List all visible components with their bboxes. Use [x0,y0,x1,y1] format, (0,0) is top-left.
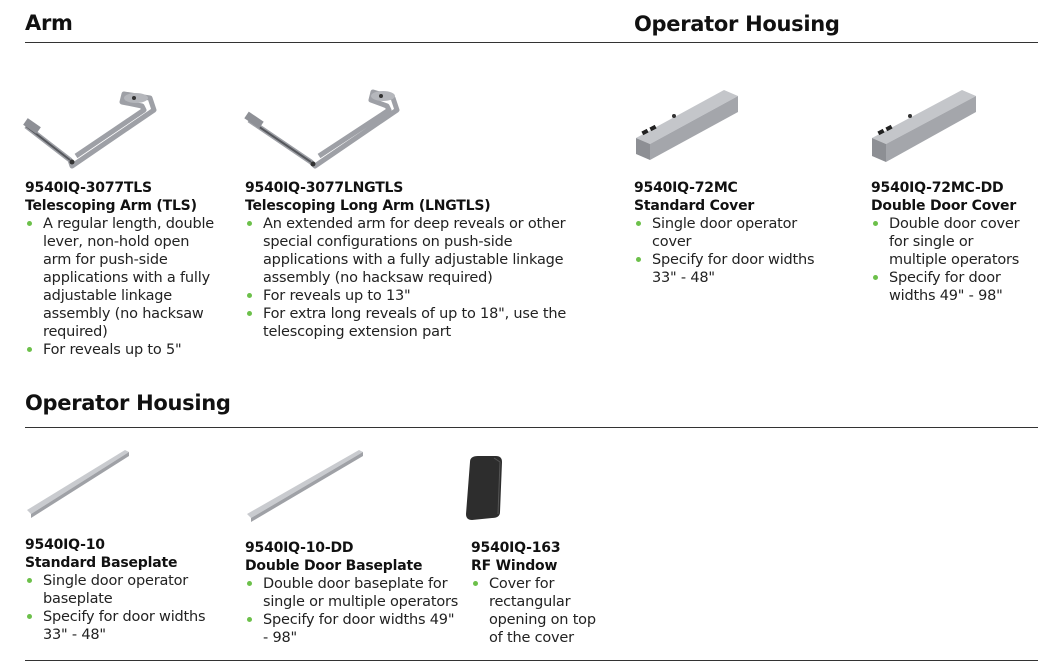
bullet-item: Specify for door widths 33" - 48" [25,608,220,644]
bullet-item: Specify for door widths 49" - 98" [871,269,1031,305]
bullet-item: Double door cover for single or multiple operators [871,215,1031,269]
section-divider-middle [25,427,1038,428]
bullet-dot-icon [27,347,32,352]
product-name: Standard Cover [634,198,755,214]
product-bullets [25,215,220,359]
section-title-arm: Arm [25,11,73,35]
product-bullets [25,572,220,644]
section-title-operator-housing-bottom: Operator Housing [25,391,231,415]
bullet-item: An extended arm for deep reveals or other special configurations on push-side applications with a fully adjustable linkage assembly (no hacksaw required) [245,215,575,287]
bullet-item: For reveals up to 13" [245,287,575,305]
bullet-dot-icon [27,221,32,226]
standard-baseplate-image [25,444,131,520]
bullet-item: A regular length, double lever, non-hold open arm for push-side applications with a fully adjustable linkage assembly (no hacksaw required) [25,215,220,341]
bullet-dot-icon [873,221,878,226]
product-name: Double Door Cover [871,198,1017,214]
product-sku: 9540IQ-3077LNGTLS [245,180,404,196]
bullet-dot-icon [473,581,478,586]
bullet-dot-icon [247,221,252,226]
double-door-cover-image [868,86,978,166]
product-sku: 9540IQ-72MC [634,180,738,196]
product-sku: 9540IQ-72MC-DD [871,180,1004,196]
section-title-operator-housing-top: Operator Housing [634,12,840,36]
product-bullets [245,575,460,647]
bullet-dot-icon [247,293,252,298]
bullet-dot-icon [873,275,878,280]
bullet-item: Double door baseplate for single or multiple operators [245,575,460,611]
bullet-dot-icon [247,581,252,586]
product-10-dd [245,539,460,647]
section-divider-top [25,42,1038,43]
bullet-dot-icon [247,311,252,316]
bullet-item: For reveals up to 5" [25,341,220,359]
product-name: Double Door Baseplate [245,558,423,574]
product-sku: 9540IQ-3077TLS [25,180,152,196]
bullet-dot-icon [247,617,252,622]
section-divider-bottom [25,660,1038,661]
bullet-item: Single door operator baseplate [25,572,220,608]
product-bullets [871,215,1031,305]
bullet-item: Single door operator cover [634,215,834,251]
rf-window-image [464,454,504,522]
bullet-dot-icon [636,257,641,262]
bullet-dot-icon [27,614,32,619]
product-72mc-dd [871,179,1031,305]
product-163 [471,539,611,647]
product-name: Telescoping Long Arm (LNGTLS) [245,198,491,214]
product-name: RF Window [471,558,558,574]
product-tls [25,179,220,359]
telescoping-long-arm-image [243,86,401,170]
bullet-dot-icon [27,578,32,583]
product-name: Standard Baseplate [25,555,178,571]
product-bullets [245,215,575,341]
double-door-baseplate-image [245,446,365,524]
telescoping-arm-image [22,88,158,170]
product-bullets [634,215,834,287]
bullet-item: Specify for door widths 33" - 48" [634,251,834,287]
bullet-item: For extra long reveals of up to 18", use the telescoping extension part [245,305,575,341]
product-bullets [471,575,611,647]
product-sku: 9540IQ-163 [471,540,561,556]
bullet-dot-icon [636,221,641,226]
product-10 [25,536,220,644]
bullet-item: Cover for rectangular opening on top of the cover [471,575,611,647]
product-72mc [634,179,834,287]
product-sku: 9540IQ-10 [25,537,105,553]
standard-cover-image [632,86,740,164]
bullet-item: Specify for door widths 49" - 98" [245,611,460,647]
product-lngtls [245,179,575,341]
product-sku: 9540IQ-10-DD [245,540,354,556]
product-name: Telescoping Arm (TLS) [25,198,197,214]
